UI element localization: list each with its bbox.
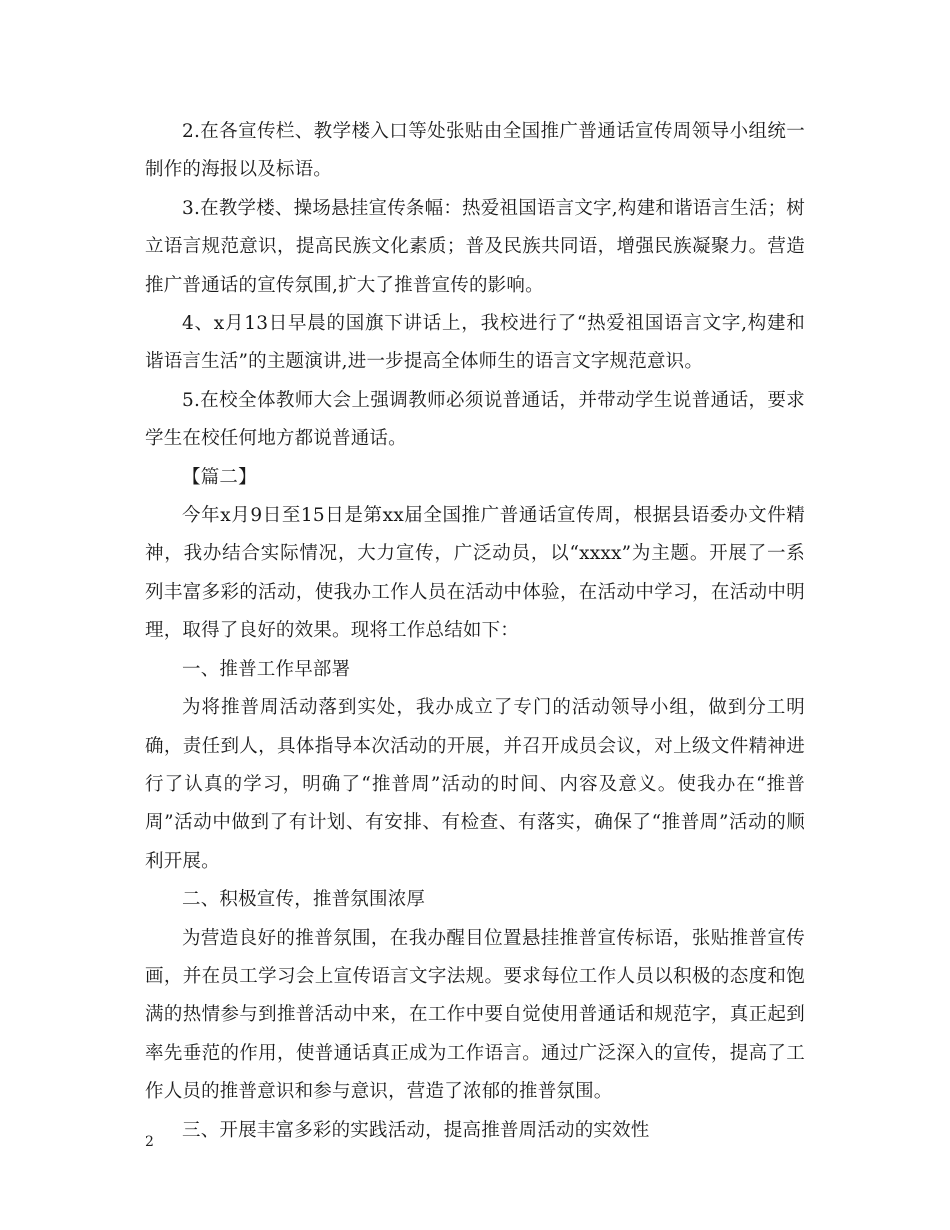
page-number: 2 (145, 1134, 154, 1150)
section-heading-three: 三、开展丰富多彩的实践活动，提高推普周活动的实效性 (182, 1119, 650, 1141)
section-one-paragraph: 为将推普周活动落到实处，我办成立了专门的活动领导小组，做到分工明确，责任到人，具体指导本次活动的开展，并召开成员会议，对上级文件精神进行了认真的学习，明确了“推普周”活动的时间、内容及意义。使我办在“推普周”活动中做到了有计划、有安排、有检查、有落实，确保了“推普周”活动的顺利开展。 (145, 697, 805, 872)
paragraph-item-4: 4、x月13日早晨的国旗下讲话上，我校进行了“热爱祖国语言文字,构建和谐语言生活”的主题演讲,进一步提高全体师生的语言文字规范意识。 (145, 313, 805, 373)
section-heading-two: 二、积极宣传，推普氛围浓厚 (182, 889, 426, 911)
paragraph-item-3: 3.在教学楼、操场悬挂宣传条幅：热爱祖国语言文字,构建和谐语言生活；树立语言规范意识，提高民族文化素质；普及民族共同语，增强民族凝聚力。营造推广普通话的宣传氛围,扩大了推普宣传的影响。 (145, 197, 805, 296)
section-heading-part-two: 【篇二】 (182, 466, 257, 488)
paragraph-item-2: 2.在各宣传栏、教学楼入口等处张贴由全国推广普通话宣传周领导小组统一制作的海报以及标语。 (145, 121, 805, 181)
paragraph-item-5: 5.在校全体教师大会上强调教师必须说普通话，并带动学生说普通话，要求学生在校任何地方都说普通话。 (145, 389, 805, 450)
section-two-paragraph: 为营造良好的推普氛围，在我办醒目位置悬挂推普宣传标语，张贴推普宣传画，并在员工学习会上宣传语言文字法规。要求每位工作人员以积极的态度和饱满的热情参与到推普活动中来，在工作中要自觉使用普通话和规范字，真正起到率先垂范的作用，使普通话真正成为工作语言。通过广泛深入的宣传，提高了工作人员的推普意识和参与意识，营造了浓郁的推普氛围。 (145, 927, 805, 1103)
section-heading-one: 一、推普工作早部署 (182, 658, 351, 680)
document-body (145, 113, 805, 1150)
intro-paragraph: 今年x月9日至15日是第xx届全国推广普通话宣传周，根据县语委办文件精神，我办结合实际情况，大力宣传，广泛动员，以“xxxx”为主题。开展了一系列丰富多彩的活动，使我办工作人员在活动中体验，在活动中学习，在活动中明理，取得了良好的效果。现将工作总结如下： (145, 505, 805, 642)
